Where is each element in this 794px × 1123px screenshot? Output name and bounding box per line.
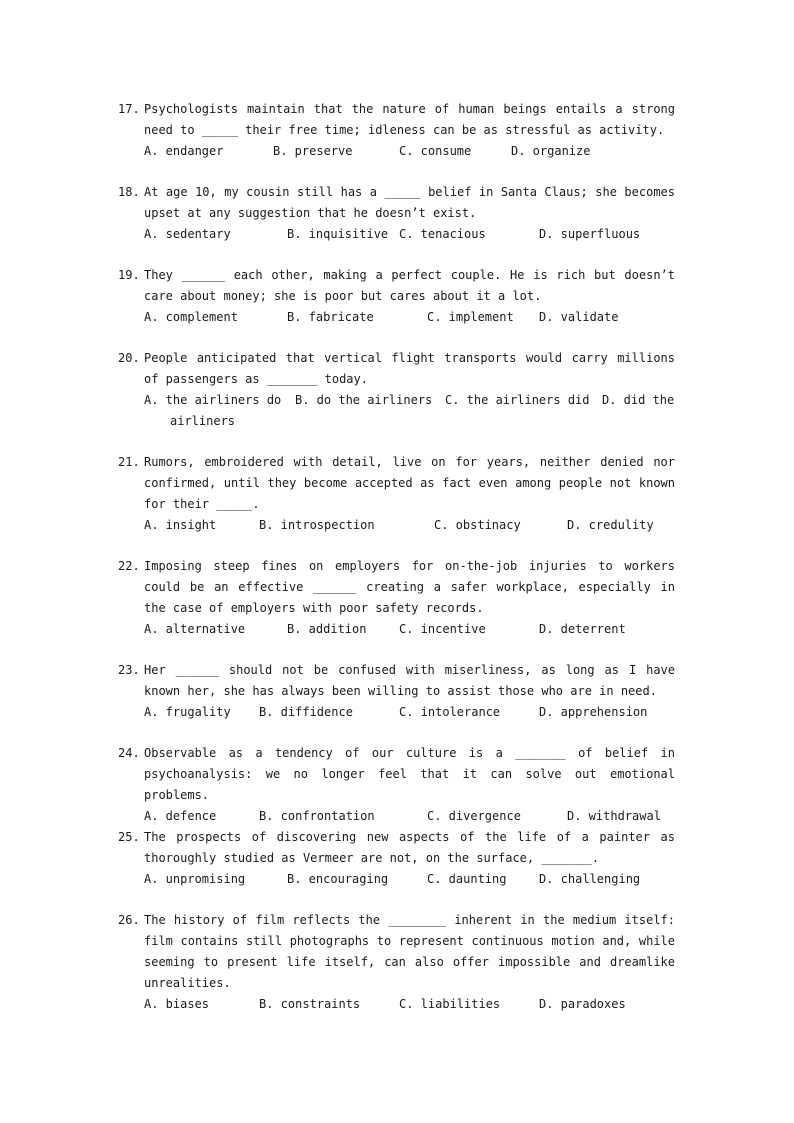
option-d: D. withdrawal	[567, 809, 661, 823]
question-number: 17.	[118, 102, 140, 116]
option-d: D. superfluous	[539, 227, 641, 241]
option-a: A. frugality	[144, 705, 231, 719]
option-d: D. validate	[539, 310, 619, 324]
question-stem: Her ______ should not be confused with miserliness, as long as I have known her, she has always been willing to assist those who are in need.	[144, 663, 675, 698]
option-d: D. apprehension	[539, 705, 648, 719]
question-number: 25.	[118, 830, 140, 844]
option-c: C. daunting	[427, 872, 507, 886]
answer-options	[144, 994, 675, 1015]
option-a: A. biases	[144, 997, 210, 1011]
question-26	[118, 910, 675, 1015]
option-d: D. paradoxes	[539, 997, 626, 1011]
option-d: D. organize	[511, 144, 591, 158]
option-c: C. tenacious	[399, 227, 486, 241]
question-stem: At age 10, my cousin still has a _____ belief in Santa Claus; she becomes upset at any suggestion that he doesn’t exist.	[144, 185, 675, 220]
option-d: D. credulity	[567, 518, 654, 532]
option-b: B. introspection	[259, 518, 375, 532]
option-c: C. incentive	[399, 622, 486, 636]
question-stem: The prospects of discovering new aspects of the life of a painter as thoroughly studied as Vermeer are not, on the surface, _______.	[144, 830, 675, 865]
option-d-continuation: airliners	[170, 414, 236, 428]
question-22	[118, 556, 675, 640]
question-stem: They ______ each other, making a perfect couple. He is rich but doesn’t care about money; she is poor but cares about it a lot.	[144, 268, 675, 303]
option-b: B. diffidence	[259, 705, 353, 719]
option-b: B. confrontation	[259, 809, 375, 823]
question-19	[118, 265, 675, 328]
option-a: A. insight	[144, 518, 217, 532]
question-25	[118, 827, 675, 890]
question-number: 24.	[118, 746, 140, 760]
option-b: B. addition	[287, 622, 367, 636]
question-20	[118, 348, 675, 432]
question-stem: People anticipated that vertical flight transports would carry millions of passengers as _______ today.	[144, 351, 675, 386]
question-stem: Imposing steep fines on employers for on-the-job injuries to workers could be an effective ______ creating a safer workplace, especially in the case of employers with poor safety records.	[144, 559, 675, 615]
option-c: C. liabilities	[399, 997, 501, 1011]
option-a: A. defence	[144, 809, 217, 823]
option-b: B. inquisitive	[287, 227, 389, 241]
question-17	[118, 99, 675, 162]
option-b: B. preserve	[273, 144, 353, 158]
option-a: A. complement	[144, 310, 238, 324]
question-number: 22.	[118, 559, 140, 573]
question-23	[118, 660, 675, 723]
option-a: A. sedentary	[144, 227, 231, 241]
option-c: C. the airliners did	[445, 393, 590, 407]
question-number: 18.	[118, 185, 140, 199]
question-number: 19.	[118, 268, 140, 282]
option-a: A. alternative	[144, 622, 246, 636]
question-stem: Observable as a tendency of our culture is a _______ of belief in psychoanalysis: we no longer feel that it can solve out emotional problems.	[144, 746, 675, 802]
option-c: C. intolerance	[399, 705, 501, 719]
answer-options	[144, 390, 675, 432]
question-number: 20.	[118, 351, 140, 365]
option-d: D. deterrent	[539, 622, 626, 636]
question-21	[118, 452, 675, 536]
question-18	[118, 182, 675, 245]
option-d: D. challenging	[539, 872, 641, 886]
question-number: 23.	[118, 663, 140, 677]
question-stem: Rumors, embroidered with detail, live on for years, neither denied nor confirmed, until they become accepted as fact even among people not known for their _____.	[144, 455, 675, 511]
question-24	[118, 743, 675, 827]
option-b: B. constraints	[259, 997, 361, 1011]
option-a: A. the airliners do	[144, 393, 282, 407]
option-a: A. endanger	[144, 144, 224, 158]
question-number: 26.	[118, 913, 140, 927]
answer-options	[144, 869, 675, 890]
question-stem: The history of film reflects the ________ inherent in the medium itself: film contains still photographs to represent continuous motion and, while seeming to present life itself, can also offer impossible and dreamlike unrealities.	[144, 913, 675, 990]
option-b: B. do the airliners	[295, 393, 433, 407]
answer-options	[144, 806, 675, 827]
answer-options	[144, 141, 675, 162]
option-c: C. obstinacy	[434, 518, 521, 532]
option-c: C. consume	[399, 144, 472, 158]
option-b: B. fabricate	[287, 310, 374, 324]
option-b: B. encouraging	[287, 872, 389, 886]
question-stem: Psychologists maintain that the nature of human beings entails a strong need to _____ their free time; idleness can be as stressful as activity.	[144, 102, 675, 137]
answer-options	[144, 224, 675, 245]
question-number: 21.	[118, 455, 140, 469]
answer-options	[144, 307, 675, 328]
option-c: C. divergence	[427, 809, 521, 823]
answer-options	[144, 702, 675, 723]
answer-options	[144, 619, 675, 640]
answer-options	[144, 515, 675, 536]
option-d: D. did the	[602, 393, 675, 407]
option-c: C. implement	[427, 310, 514, 324]
option-a: A. unpromising	[144, 872, 246, 886]
